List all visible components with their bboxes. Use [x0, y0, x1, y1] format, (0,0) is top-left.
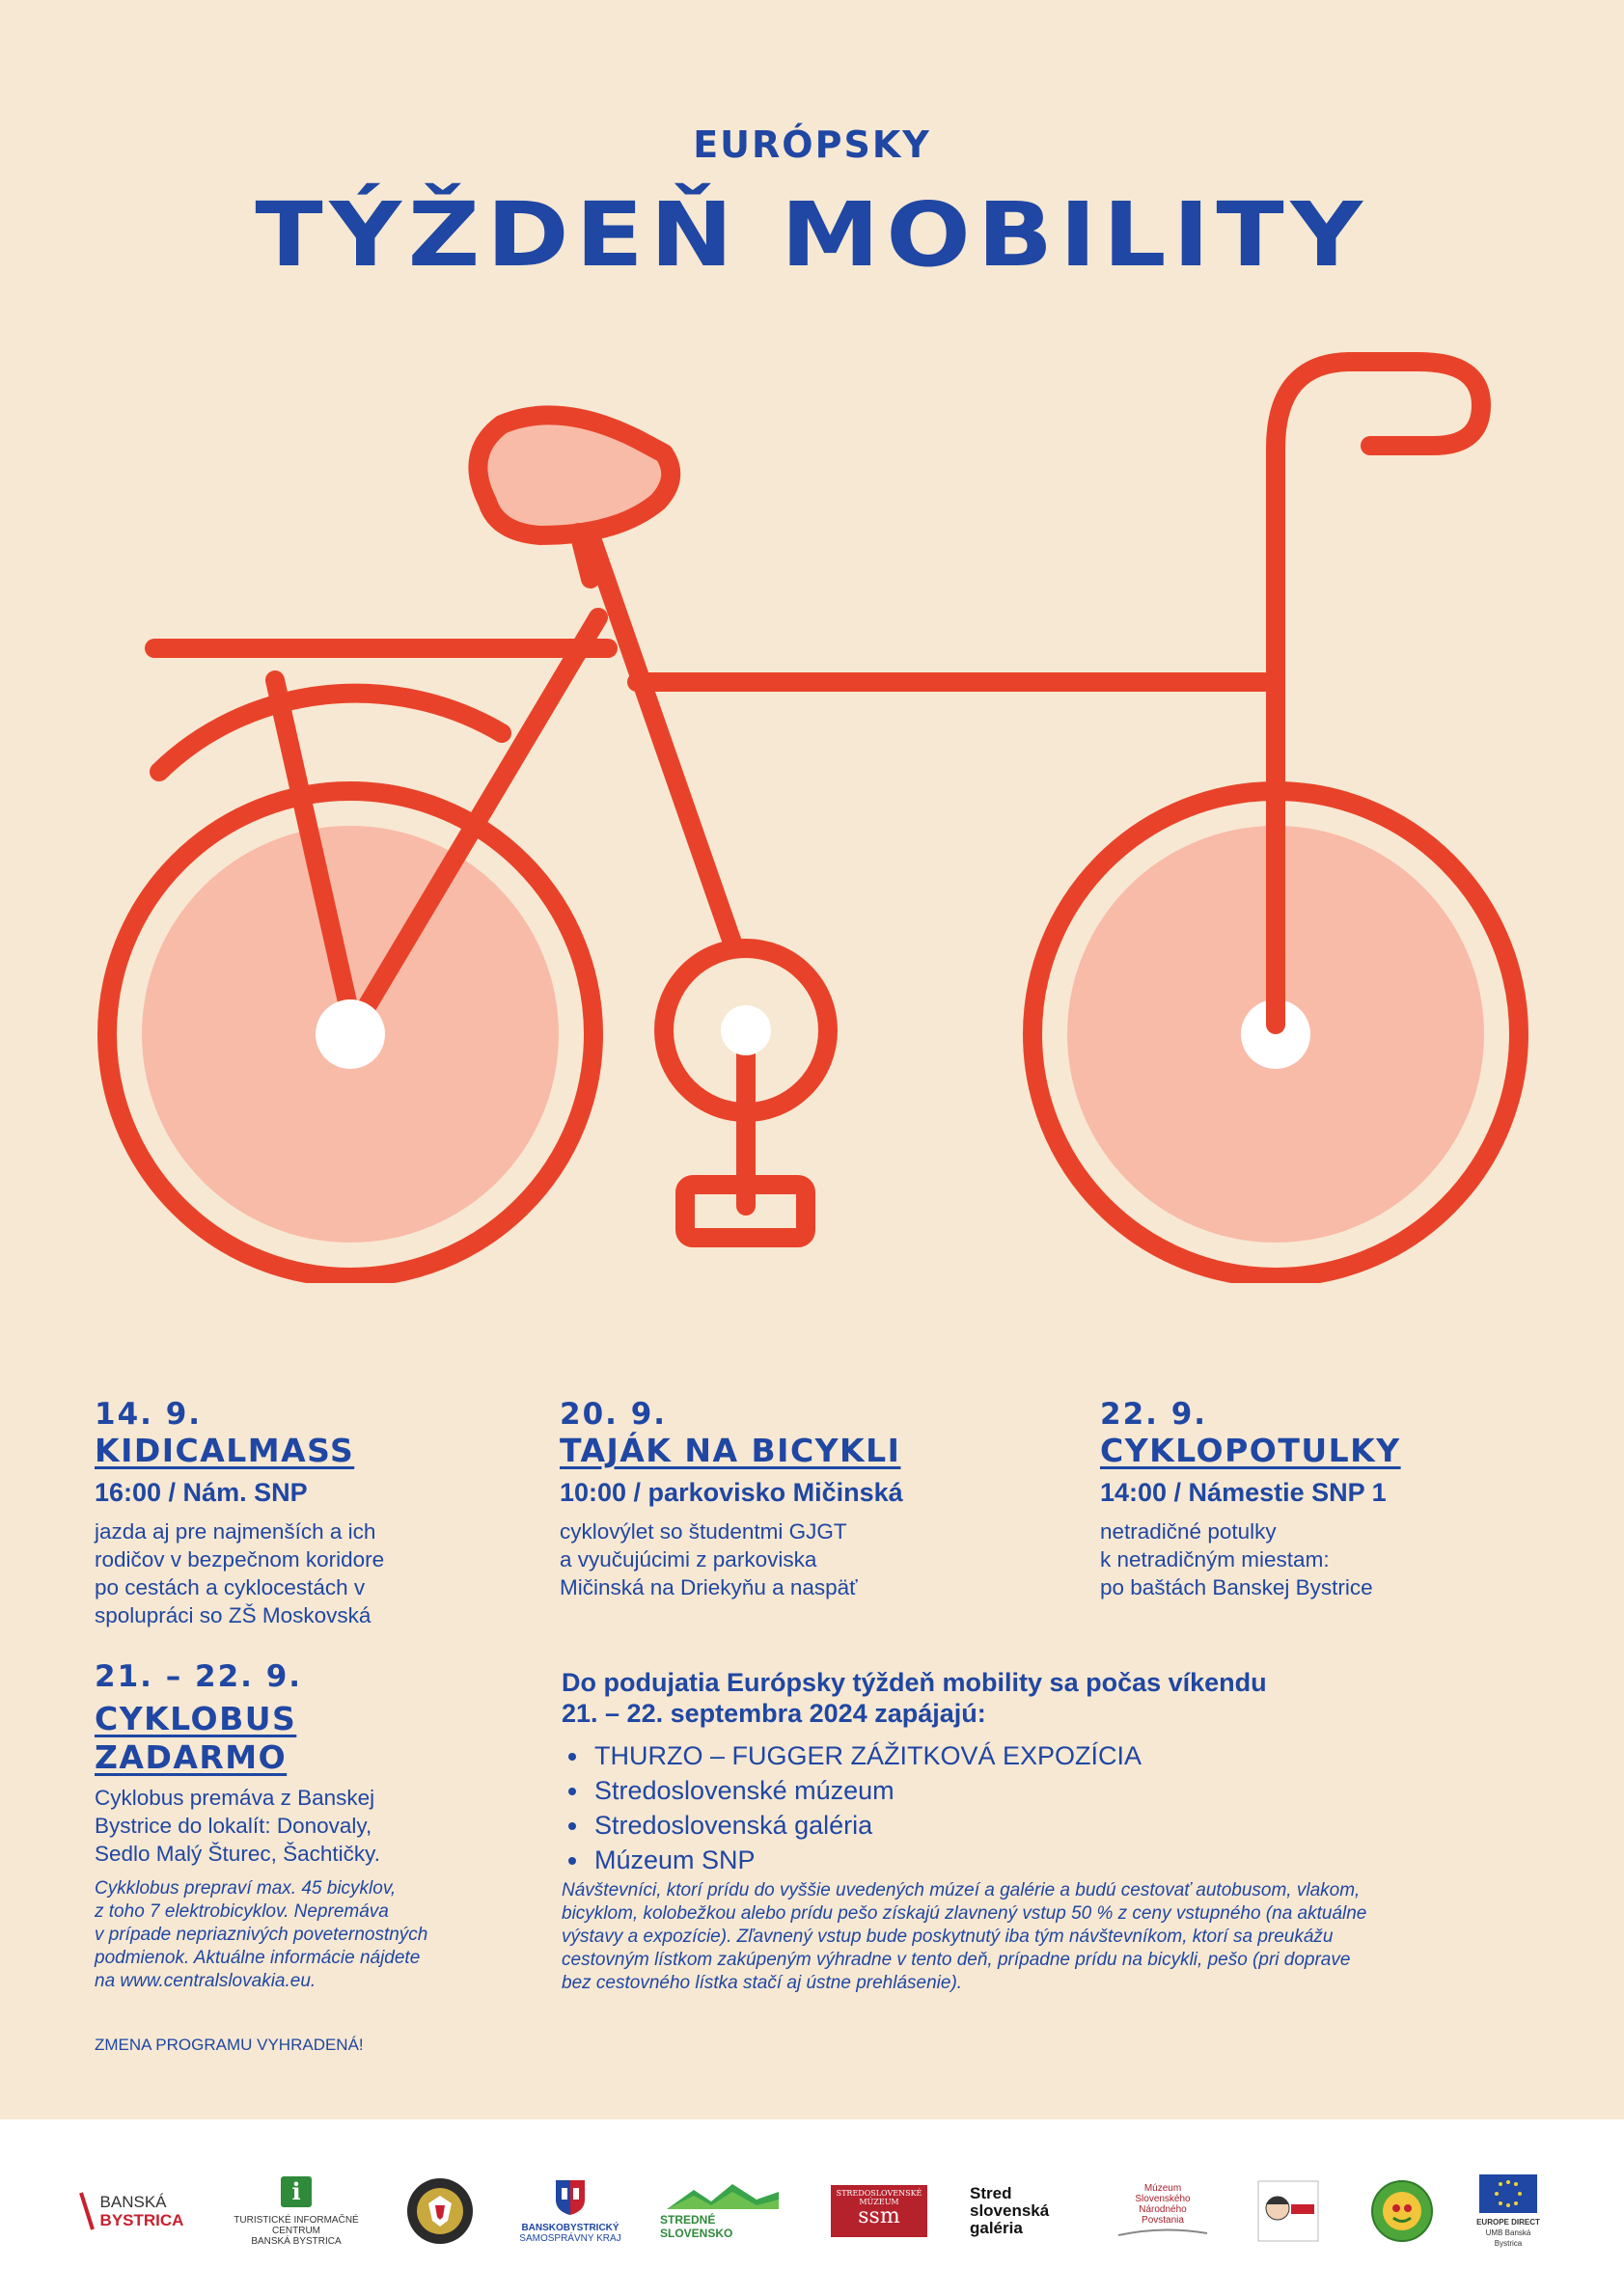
stredoslovenska-galeria-logo: [970, 2173, 1057, 2250]
event-date: 14. 9.: [95, 1397, 203, 1432]
desc-line: po cestách a cyklocestách v: [95, 1574, 366, 1599]
seat-post: [579, 533, 591, 579]
desc-line: a vyučujúcimi z parkoviska: [560, 1546, 817, 1572]
event-description: [560, 1517, 1061, 1601]
logo-text: UMB Banská Bystrica: [1485, 2228, 1531, 2248]
logo-text: Povstania: [1142, 2215, 1184, 2226]
stredne-slovensko-logo: [660, 2173, 785, 2250]
seat-tube: [591, 535, 733, 945]
logo-text: Národného: [1139, 2204, 1187, 2215]
banska-bystrica-logo: [68, 2173, 193, 2250]
logo-text: BYSTRICA: [99, 2211, 184, 2229]
event-title-line: CYKLOBUS: [95, 1700, 297, 1737]
logo-text: slovenská: [970, 2201, 1050, 2220]
note-line: cestovným lístkom zakúpeným výhradne v tento deň, prípadne prídu na bicykli, pešo (pri doprave: [562, 1950, 1351, 1970]
police-badge-icon: [405, 2176, 475, 2246]
partner-logo-cartoon: [1254, 2173, 1322, 2250]
eu-flag-icon: [1479, 2174, 1537, 2213]
museums-intro: [562, 1667, 1546, 1729]
swoosh-icon: [1115, 2226, 1211, 2239]
logo-text: BANSKOBYSTRICKÝ: [521, 2223, 619, 2233]
logo-text: TURISTICKÉ INFORMAČNÉ CENTRUM: [234, 2214, 359, 2236]
bbsk-logo: [517, 2173, 623, 2250]
logo-text: ssm: [858, 2204, 900, 2228]
partner-logos: [0, 2119, 1624, 2296]
desc-line: spolupráci so ZŠ Moskovská: [95, 1602, 372, 1627]
note-line: Cykklobus prepraví max. 45 bicyklov,: [95, 1878, 397, 1900]
desc-line: po baštách Banskej Bystrice: [1100, 1574, 1373, 1599]
program-change-notice: ZMENA PROGRAMU VYHRADENÁ!: [95, 2036, 364, 2055]
note-line: Návštevníci, ktorí prídu do vyššie uvedených múzeí a galérie a budú cestovať autobusom, vlakom,: [562, 1880, 1361, 1900]
green-school-logo: [1368, 2173, 1436, 2250]
event-cyklopotulky: [1100, 1397, 1583, 1601]
mountains-icon: [665, 2182, 781, 2211]
list-item: • Stredoslovenská galéria: [591, 1808, 1546, 1843]
page-title: TÝŽDEŇ MOBILITY: [255, 183, 1369, 287]
pretitle: EURÓPSKY: [693, 123, 931, 166]
logo-text: Múzeum: [1143, 2183, 1182, 2194]
bicycle-illustration: [0, 338, 1624, 1283]
logo-text: Stred: [970, 2184, 1012, 2202]
desc-line: jazda aj pre najmenších a ich: [95, 1518, 376, 1544]
event-time: 16:00 / Nám. SNP: [95, 1477, 308, 1507]
info-icon: i: [281, 2176, 312, 2207]
event-title: CYKLOPOTULKY: [1100, 1432, 1401, 1469]
ssm-logo: [830, 2173, 928, 2250]
event-title: KIDICALMASS: [95, 1432, 355, 1469]
event-date: 22. 9.: [1100, 1397, 1208, 1432]
green-badge-icon: [1370, 2179, 1434, 2243]
note-line: výstavy a expozície). Zľavnený vstup bude poskytnutý iba tým návštevníkom, ktorí sa preukážu: [562, 1927, 1334, 1947]
intro-line: 21. – 22. septembra 2024 zapájajú:: [562, 1699, 986, 1728]
desc-line: Bystrice do lokalít: Donovaly,: [95, 1814, 372, 1839]
event-description: [1100, 1517, 1583, 1601]
list-item: • Stredoslovenské múzeum: [591, 1773, 1546, 1808]
rear-hub: [316, 999, 385, 1069]
desc-line: cyklovýlet so študentmi GJGT: [560, 1518, 847, 1544]
note-line: podmienok. Aktuálne informácie nájdete: [95, 1948, 421, 1969]
note-line: bez cestovného lístka stačí aj ústne prehlásenie).: [562, 1973, 963, 1993]
museums-list: [562, 1738, 1546, 1877]
note-line: z toho 7 elektrobicyklov. Nepremáva: [95, 1901, 389, 1923]
logo-text: Slovenského: [1135, 2194, 1191, 2204]
tic-logo: [224, 2173, 369, 2250]
desc-line: k netradičným miestam:: [1100, 1546, 1330, 1572]
logo-text: BANSKÁ: [99, 2193, 167, 2211]
logo-text: MÚZEUM: [859, 2198, 899, 2206]
europe-direct-logo: [1474, 2173, 1542, 2250]
event-note: [95, 1877, 509, 1993]
crank-hub: [721, 1005, 771, 1055]
rear-fender: [159, 694, 502, 772]
event-description: [95, 1784, 509, 1868]
intro-line: Do podujatia Európsky týždeň mobility sa počas víkendu: [562, 1668, 1267, 1697]
mestska-policia-logo: [405, 2173, 475, 2250]
event-title-line: ZADARMO: [95, 1737, 288, 1776]
event-title: TAJÁK NA BICYKLI: [560, 1432, 901, 1469]
logo-text: EUROPE DIRECT: [1476, 2217, 1540, 2227]
logo-text: SAMOSPRÁVNY KRAJ: [519, 2233, 621, 2244]
desc-line: Mičinská na Driekyňu a naspäť: [560, 1574, 858, 1599]
note-line: v prípade nepriaznivých poveternostných: [95, 1925, 428, 1946]
note-line: na www.centralslovakia.eu.: [95, 1971, 317, 1992]
logo-text: galéria: [970, 2219, 1023, 2237]
logo-text: BANSKÁ BYSTRICA: [251, 2235, 342, 2247]
desc-line: Cyklobus premáva z Banskej: [95, 1786, 375, 1811]
event-time: 14:00 / Námestie SNP 1: [1100, 1477, 1387, 1507]
coat-of-arms-icon: [554, 2178, 587, 2217]
saddle: [478, 415, 671, 535]
desc-line: rodičov v bezpečnom koridore: [95, 1546, 385, 1572]
desc-line: Sedlo Malý Šturec, Šachtičky.: [95, 1842, 380, 1867]
event-kidicalmass: [95, 1397, 500, 1629]
slash-icon: [77, 2189, 96, 2233]
note-line: bicyklom, kolobežkou alebo prídu pešo získajú zlavnený vstup 50 % z ceny vstupného (na aktuálne: [562, 1903, 1367, 1924]
list-item: • Múzeum SNP: [591, 1843, 1546, 1877]
museums-section: [562, 1667, 1546, 1995]
museums-note: [562, 1879, 1546, 1995]
event-time: 10:00 / parkovisko Mičinská: [560, 1477, 903, 1507]
cartoon-face-icon: [1256, 2179, 1320, 2243]
event-tajak-na-bicykli: [560, 1397, 1061, 1601]
event-cyklobus: [95, 1659, 509, 2055]
event-description: [95, 1517, 500, 1629]
muzeum-snp-logo: [1110, 2173, 1216, 2250]
event-date: 21. – 22. 9.: [95, 1659, 303, 1694]
logo-text: STREDNÉ SLOVENSKO: [660, 2213, 733, 2240]
event-date: 20. 9.: [560, 1397, 668, 1432]
logo-text: STREDOSLOVENSKÉ: [836, 2189, 922, 2198]
desc-line: netradičné potulky: [1100, 1518, 1277, 1544]
list-item: • THURZO – FUGGER ZÁŽITKOVÁ EXPOZÍCIA: [591, 1738, 1546, 1773]
handlebar: [1276, 362, 1481, 449]
